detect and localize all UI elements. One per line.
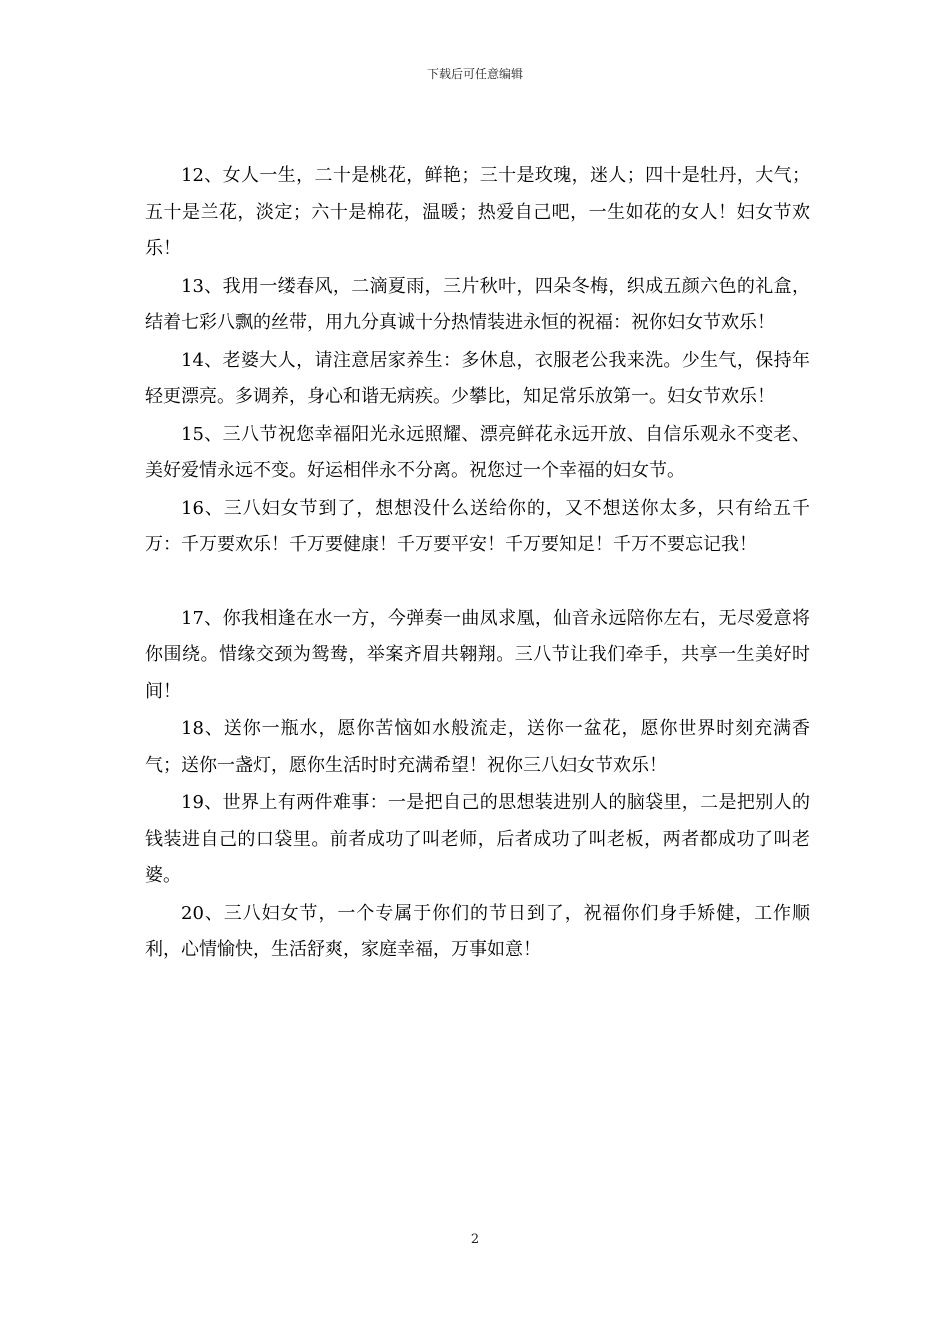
paragraph-18: 18、送你一瓶水，愿你苦恼如水般流走，送你一盆花，愿你世界时刻充满香气；送你一盏灯，愿你生活时时充满希望！祝你三八妇女节欢乐！: [145, 718, 810, 776]
paragraph-19: 19、世界上有两件难事：一是把自己的思想装进别人的脑袋里，二是把别人的钱装进自己的口袋里。前者成功了叫老师，后者成功了叫老板，两者都成功了叫老婆。: [145, 792, 810, 886]
page-number: 2: [470, 1232, 480, 1247]
page-header-note: 下载后可任意编辑: [426, 67, 523, 81]
document-body: [145, 158, 810, 969]
paragraph-13: 13、我用一缕春风，二滴夏雨，三片秋叶，四朵冬梅，织成五颜六色的礼盒，结着七彩八飘的丝带，用九分真诚十分热情装进永恒的祝福：祝你妇女节欢乐！: [145, 275, 810, 333]
paragraph-14: 14、老婆大人，请注意居家养生：多休息，衣服老公我来洗。少生气，保持年轻更漂亮。多调养，身心和谐无病疾。少攀比，知足常乐放第一。妇女节欢乐！: [145, 349, 810, 407]
paragraph-20: 20、三八妇女节，一个专属于你们的节日到了，祝福你们身手矫健，工作顺利，心情愉快，生活舒爽，家庭幸福，万事如意！: [145, 902, 810, 960]
paragraph-15: 15、三八节祝您幸福阳光永远照耀、漂亮鲜花永远开放、自信乐观永不变老、美好爱情永远不变。好运相伴永不分离。祝您过一个幸福的妇女节。: [145, 423, 810, 481]
paragraph-17: 17、你我相逢在水一方，今弹奏一曲凤求凰，仙音永远陪你左右，无尽爱意将你围绕。惜缘交颈为鸳鸯，举案齐眉共翱翔。三八节让我们牵手，共享一生美好时间！: [145, 607, 810, 702]
paragraph-12: 12、女人一生，二十是桃花，鲜艳；三十是玫瑰，迷人；四十是牡丹，大气；五十是兰花，淡定；六十是棉花，温暖；热爱自己吧，一生如花的女人！妇女节欢乐！: [145, 165, 810, 259]
paragraph-16: 16、三八妇女节到了，想想没什么送给你的，又不想送你太多，只有给五千万：千万要欢乐！千万要健康！千万要平安！千万要知足！千万不要忘记我！: [145, 497, 810, 555]
